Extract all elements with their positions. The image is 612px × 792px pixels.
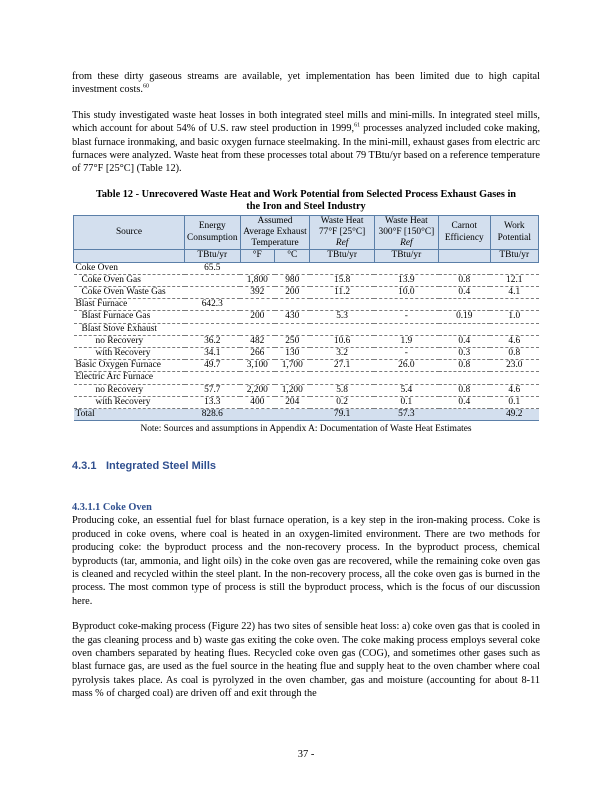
intro-paragraph-1: from these dirty gaseous streams are available, yet implementation has been limited due to high capital investment costs.$^{60}$ bbox=[72, 71, 540, 96]
unit-work: TBtu/yr bbox=[490, 250, 538, 262]
table-units-row bbox=[74, 250, 539, 262]
header-carnot: Carnot Efficiency bbox=[439, 215, 491, 250]
table-row: Coke Oven Gas 1,800 980 15.8 13.9 0.8 12.1 bbox=[74, 274, 539, 286]
table-row: Blast Furnace Gas 200 430 5.3 - 0.19 1.0 bbox=[74, 311, 539, 323]
page-number: 37 - bbox=[297, 749, 315, 760]
body-paragraph-2: Byproduct coke-making process (Figure 22) has two sites of sensible heat loss: a) coke oven gas that is cooled in the gas cleaning process and b) waste gas exiting the coke oven. The coke making process employs several coke oven chambers separated by heating flues. Recycled coke oven gas (COG), and sometimes other gases such as blast furnace gas, are used as the fuel source in the heating flue and supply heat to the oven chamber where coal pyrolysis takes place. As coal is pyrolyzed in the oven chamber, gas and moisture (accounting for about 8-11 mass % of charged coal) are driven off and exit through the bbox=[72, 621, 540, 700]
intro-paragraph-2: This study investigated waste heat losses in both integrated steel mills and mini-mills. In integrated steel mills, which account for about 54% of U.S. raw steel production in 1999,61 processes analyzed included coke making, blast furnace ironmaking, and basic oxygen furnace steelmaking. In the mini-mill, exhaust gases from electric arc furnaces were analyzed. Waste heat from these processes total about 79 TBtu/yr based on a reference temperature of 77°F [25°C] (Table 12). bbox=[72, 109, 540, 175]
header-work: Work Potential bbox=[490, 215, 538, 250]
table-row: Electric Arc Furnace bbox=[74, 372, 539, 384]
table-row: Coke Oven 65.5 bbox=[74, 262, 539, 274]
section-heading: 4.3.1 Integrated Steel Mills bbox=[72, 460, 217, 473]
table-row: with Recovery 34.1 266 130 3.2 - 0.3 0.8 bbox=[74, 348, 539, 360]
unit-temp-f: °F bbox=[240, 250, 275, 262]
unit-carnot bbox=[439, 250, 491, 262]
page-content bbox=[72, 70, 540, 701]
table-caption: Table 12 - Unrecovered Waste Heat and Work Potential from Selected Process Exhaust Gases in the Iron and Steel Industry bbox=[95, 188, 517, 213]
footnote-ref: 61 bbox=[354, 122, 361, 129]
table-note: Note: Sources and assumptions in Appendix A: Documentation of Waste Heat Estimates bbox=[140, 424, 472, 435]
header-waste-heat-300: Waste Heat 300°F [150°C] Ref bbox=[374, 215, 438, 250]
header-energy: Energy Consumption bbox=[185, 215, 241, 250]
body-paragraph-1: Producing coke, an essential fuel for blast furnace operation, is a key step in the iron-making process. Coke is produced in coke ovens, where coal is heated in an oxygen-limited environment. There are two methods for producing coke: the byproduct process and the non-recovery process. In the byproduct process, chemical byproducts (tar, ammonia, and light oils) in the coke oven gas are recovered, while the remaining coke oven gas is cleaned and recycled within the steel plant. In the non-recovery process, all the coke oven gas is burned in the process. The most common type of process is still the byproduct process, which is the focus of our discussion here. bbox=[72, 515, 540, 607]
table-row: no Recovery 57.7 2,200 1,200 5.8 5.4 0.8 4.6 bbox=[74, 384, 539, 396]
table-row: Blast Stove Exhaust bbox=[74, 323, 539, 335]
table-header-row bbox=[74, 215, 539, 250]
table-row: Coke Oven Waste Gas 392 200 11.2 10.0 0.4 4.1 bbox=[74, 287, 539, 299]
unit-energy: TBtu/yr bbox=[185, 250, 241, 262]
table-row: Basic Oxygen Furnace 49.7 3,100 1,700 27.1 26.0 0.8 23.0 bbox=[74, 360, 539, 372]
table-total-row: Total 828.6 79.1 57.3 49.2 bbox=[74, 409, 539, 421]
table-row: Blast Furnace 642.3 bbox=[74, 299, 539, 311]
unit-temp-c: °C bbox=[275, 250, 310, 262]
header-temperature: Assumed Average Exhaust Temperature bbox=[240, 215, 310, 250]
table-row: with Recovery 13.3 400 204 0.2 0.1 0.4 0.1 bbox=[74, 396, 539, 408]
footnote-ref: 60 bbox=[142, 83, 149, 90]
unit-source bbox=[74, 250, 185, 262]
subsection-heading: 4.3.1.1 Coke Oven bbox=[72, 502, 152, 514]
unit-wh77: TBtu/yr bbox=[310, 250, 374, 262]
header-source: Source bbox=[74, 215, 185, 250]
header-waste-heat-77: Waste Heat 77°F [25°C] Ref bbox=[310, 215, 374, 250]
table-row: no Recovery 36.2 482 250 10.6 1.9 0.4 4.6 bbox=[74, 335, 539, 347]
waste-heat-table bbox=[73, 215, 539, 421]
unit-wh300: TBtu/yr bbox=[374, 250, 438, 262]
